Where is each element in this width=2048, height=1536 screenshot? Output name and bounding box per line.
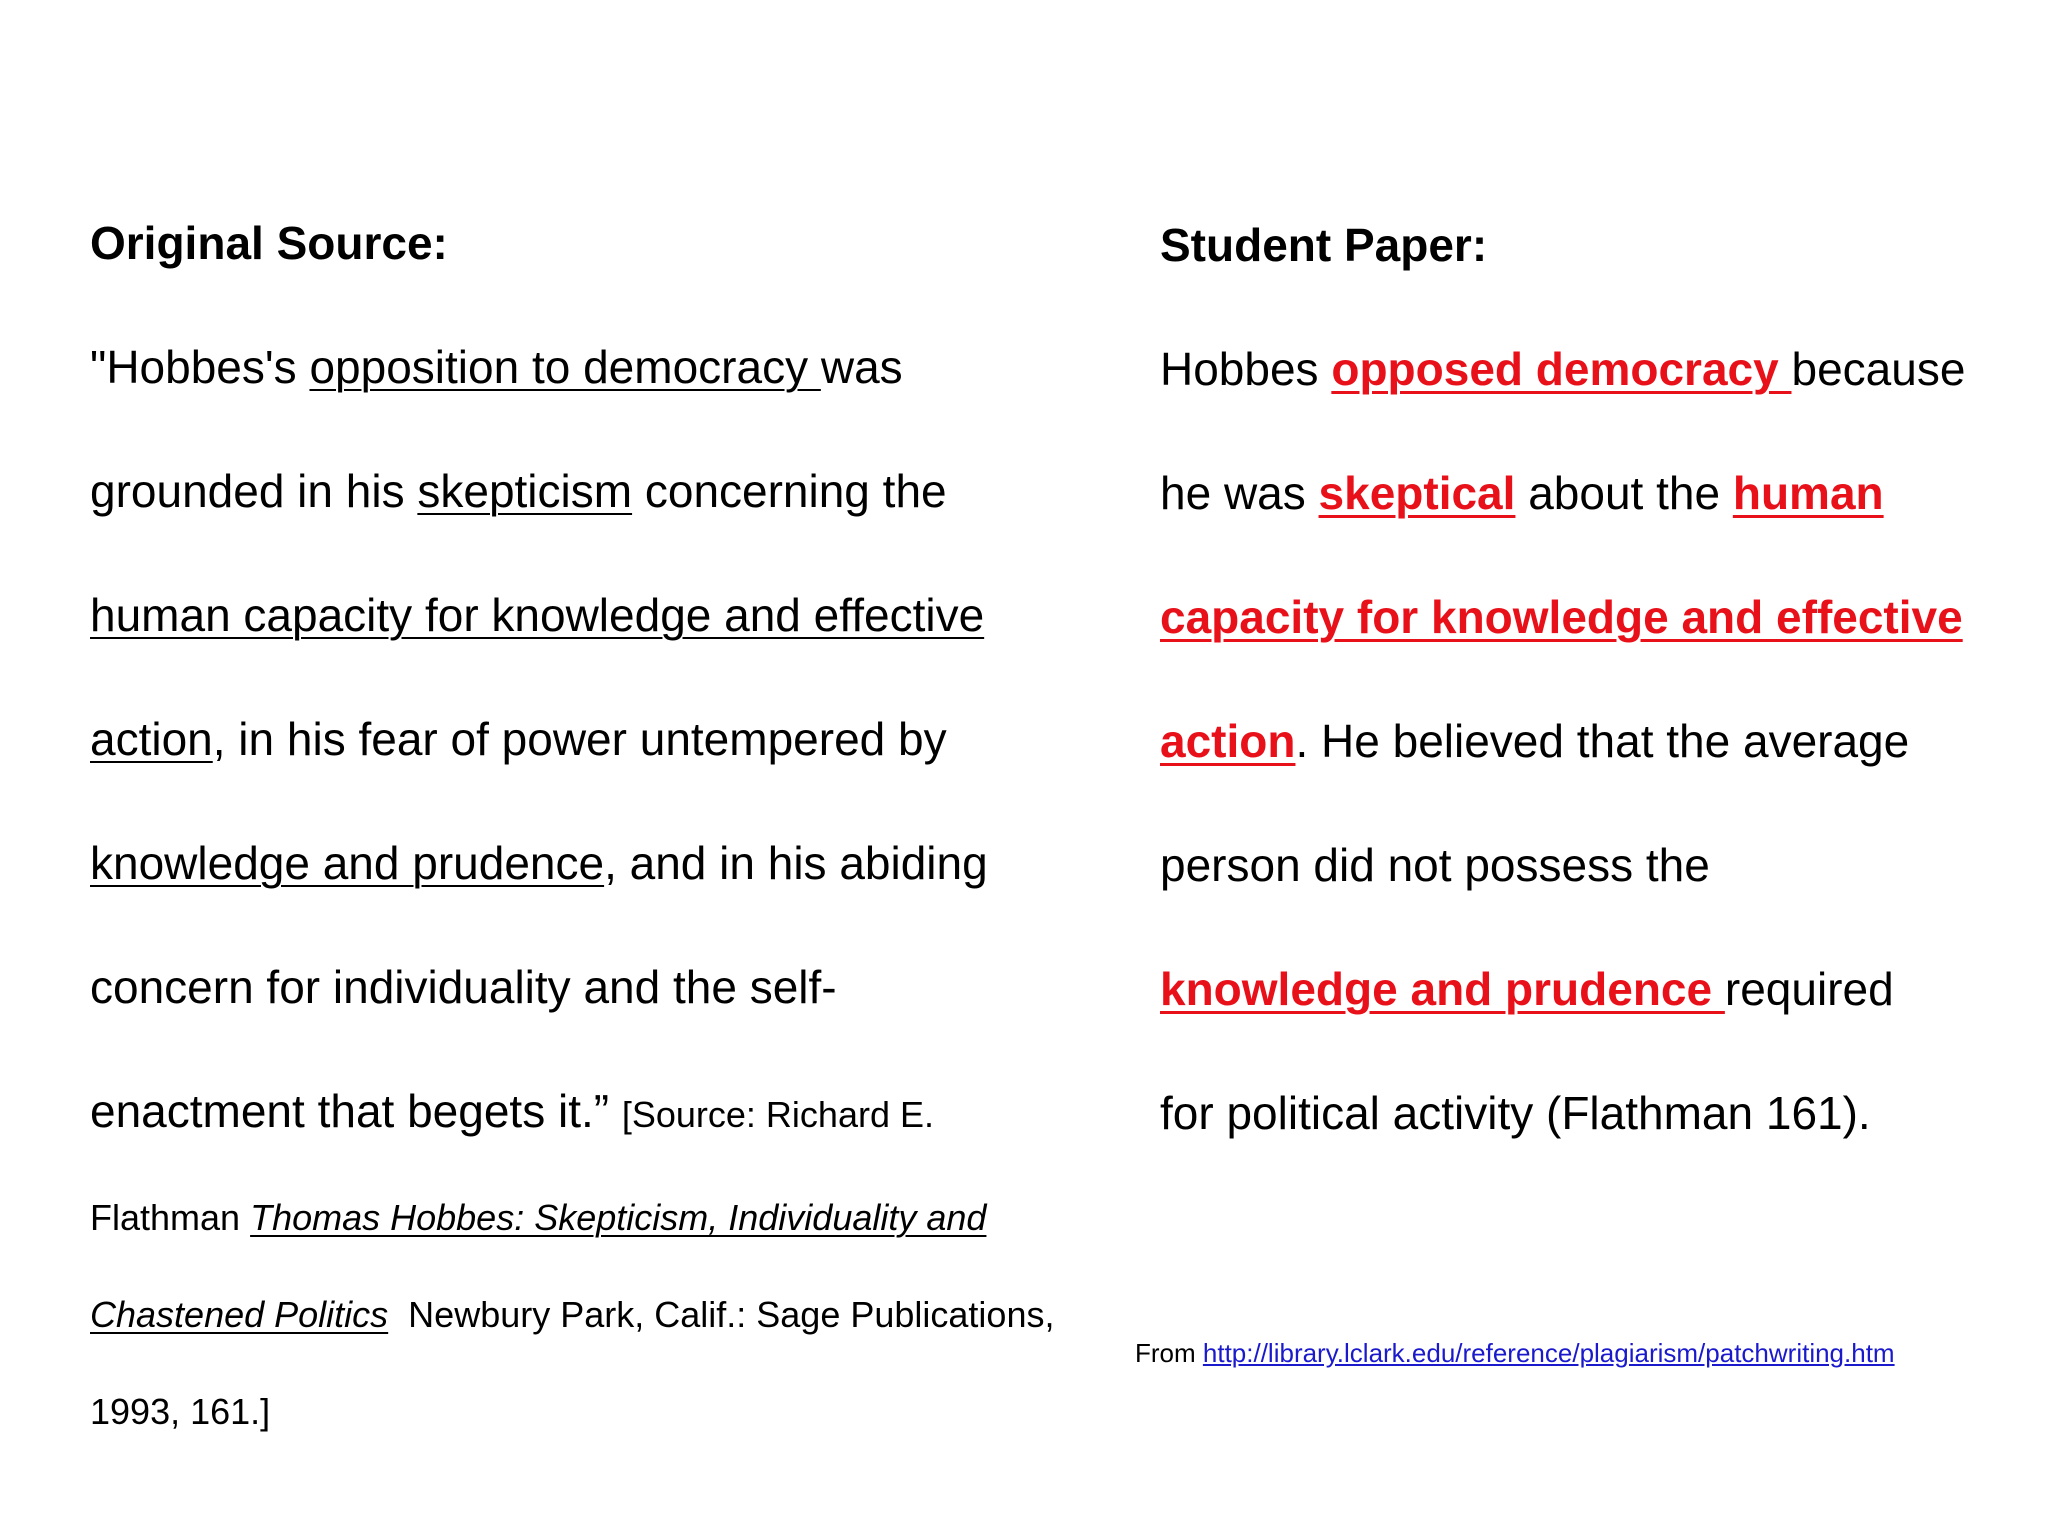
student-line-3 xyxy=(1160,591,1963,643)
highlighted-phrase: capacity for knowledge and effective xyxy=(1160,591,1963,643)
underlined-phrase: opposition to democracy xyxy=(309,341,821,393)
student-line-5: person did not possess the xyxy=(1160,839,1710,891)
source-credit: From http://library.lclark.edu/reference/plagiarism/patchwriting.htm xyxy=(1135,1338,1895,1368)
student-line-6: knowledge and prudence required xyxy=(1160,963,1894,1015)
original-line-7: enactment that begets it.” [Source: Richard E. xyxy=(90,1085,934,1137)
highlighted-phrase: opposed democracy xyxy=(1331,343,1792,395)
original-line-10: 1993, 161.] xyxy=(90,1391,271,1432)
underlined-phrase: human capacity for knowledge and effective xyxy=(90,589,985,641)
original-line-8: Flathman Thomas Hobbes: Skepticism, Individuality and xyxy=(90,1197,987,1238)
source-link[interactable]: http://library.lclark.edu/reference/plagiarism/patchwriting.htm xyxy=(1202,1338,1895,1368)
student-line-4: action. He believed that the average xyxy=(1160,715,1910,767)
original-line-2: grounded in his skepticism concerning the xyxy=(90,465,947,517)
original-line-9: Chastened Politics Newbury Park, Calif.: Sage Publications, xyxy=(90,1294,1055,1335)
source-citation-start: [Source: Richard E. xyxy=(621,1094,934,1135)
original-line-6: concern for individuality and the self- xyxy=(90,961,837,1013)
original-source-heading: Original Source: xyxy=(90,217,448,269)
student-line-2: he was skeptical about the human xyxy=(1160,467,1884,519)
original-line-3 xyxy=(90,589,985,641)
original-line-4: action, in his fear of power untempered by xyxy=(90,713,947,765)
highlighted-phrase: knowledge and prudence xyxy=(1160,963,1725,1015)
book-title: Thomas Hobbes: Skepticism, Individuality and xyxy=(250,1197,987,1238)
student-line-7: for political activity (Flathman 161). xyxy=(1160,1087,1871,1139)
underlined-phrase: action xyxy=(90,713,213,765)
student-line-1: Hobbes opposed democracy because xyxy=(1160,343,1966,395)
highlighted-phrase: human xyxy=(1732,467,1884,519)
book-title: Chastened Politics xyxy=(90,1294,389,1335)
highlighted-phrase: action xyxy=(1160,715,1296,767)
highlighted-phrase: skeptical xyxy=(1318,467,1516,519)
original-line-5: knowledge and prudence, and in his abiding xyxy=(90,837,988,889)
student-paper-heading: Student Paper: xyxy=(1160,219,1488,271)
underlined-phrase: knowledge and prudence xyxy=(90,837,605,889)
underlined-phrase: skepticism xyxy=(417,465,633,517)
original-line-1: "Hobbes's opposition to democracy was xyxy=(90,341,903,393)
